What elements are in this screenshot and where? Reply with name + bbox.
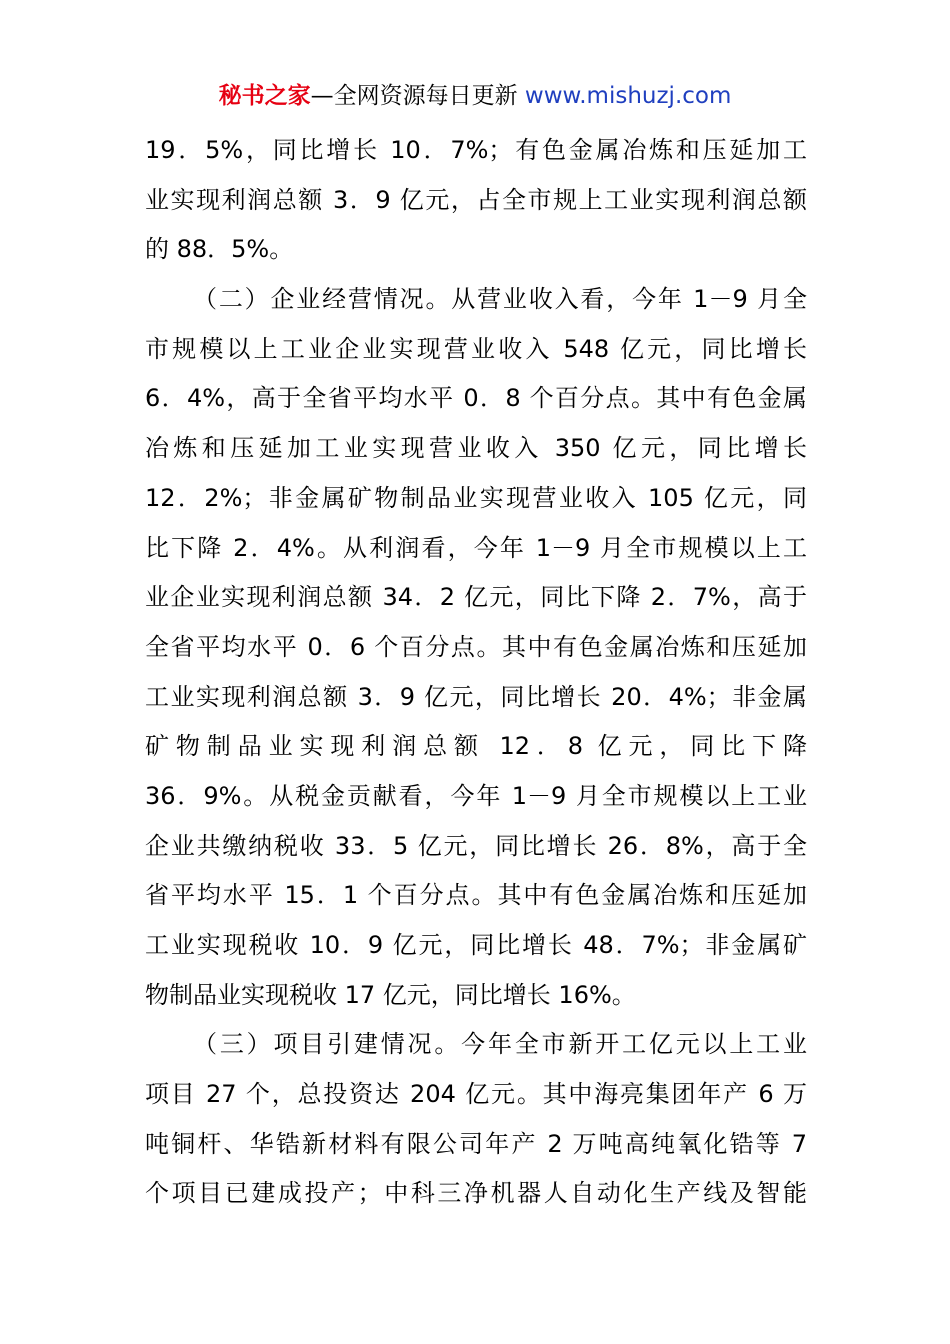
text-line: 比下降 2．4%。从利润看，今年 1－9 月全市规模以上工	[145, 533, 807, 562]
text-line: 市规模以上工业企业实现营业收入 548 亿元，同比增长	[145, 334, 807, 363]
site-tagline: —全网资源每日更新	[310, 83, 518, 109]
text-line: 12．2%；非金属矿物制品业实现营业收入 105 亿元，同	[145, 483, 807, 512]
text-line: 业实现利润总额 3．9 亿元，占全市规上工业实现利润总额	[145, 185, 807, 214]
text-line: 6．4%，高于全省平均水平 0．8 个百分点。其中有色金属	[145, 384, 807, 413]
page-header	[0, 80, 950, 112]
text-line: （三）项目引建情况。今年全市新开工亿元以上工业	[193, 1030, 807, 1059]
text-line: 工业实现利润总额 3．9 亿元，同比增长 20．4%；非金属	[145, 682, 807, 711]
text-line: （二）企业经营情况。从营业收入看，今年 1－9 月全	[193, 285, 807, 314]
site-url-link[interactable]: www.mishuzj.com	[524, 83, 732, 109]
text-line: 矿物制品业实现利润总额 12．8 亿元，同比下降	[145, 732, 807, 761]
document-body	[145, 126, 807, 1219]
text-line: 物制品业实现税收 17 亿元，同比增长 16%。	[145, 980, 636, 1009]
text-line: 19．5%，同比增长 10．7%；有色金属冶炼和压延加工	[145, 136, 807, 164]
text-line: 项目 27 个，总投资达 204 亿元。其中海亮集团年产 6 万	[145, 1080, 807, 1109]
text-line: 业企业实现利润总额 34．2 亿元，同比下降 2．7%，高于	[145, 583, 807, 612]
text-line: 的 88．5%。	[145, 235, 294, 264]
text-line: 吨铜杆、华锆新材料有限公司年产 2 万吨高纯氧化锆等 7	[145, 1129, 807, 1158]
text-line: 企业共缴纳税收 33．5 亿元，同比增长 26．8%，高于全	[145, 831, 807, 860]
text-line: 冶炼和压延加工业实现营业收入 350 亿元，同比增长	[145, 434, 807, 463]
text-line: 个项目已建成投产；中科三净机器人自动化生产线及智能	[145, 1179, 807, 1208]
text-line: 省平均水平 15．1 个百分点。其中有色金属冶炼和压延加	[145, 881, 807, 910]
text-line: 全省平均水平 0．6 个百分点。其中有色金属冶炼和压延加	[145, 632, 807, 661]
text-line: 36．9%。从税金贡献看，今年 1－9 月全市规模以上工业	[145, 781, 807, 810]
text-line: 工业实现税收 10．9 亿元，同比增长 48．7%；非金属矿	[145, 931, 807, 959]
site-brand: 秘书之家	[218, 83, 311, 109]
